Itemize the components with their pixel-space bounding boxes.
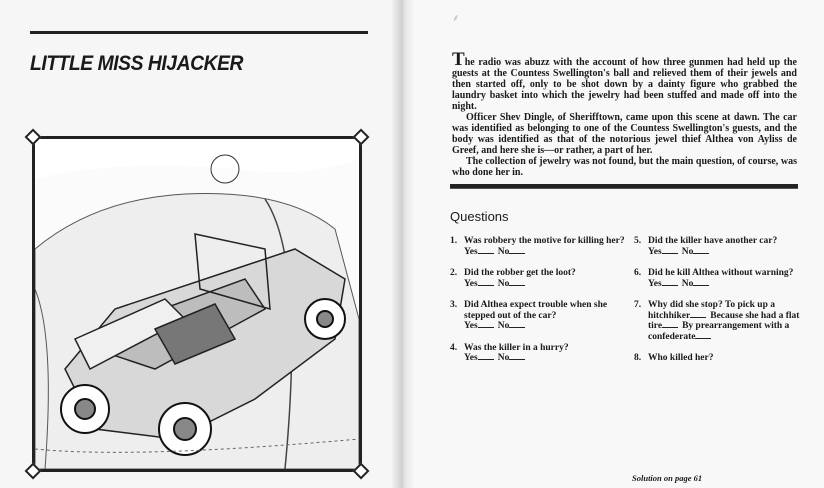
illustration-frame xyxy=(32,136,362,472)
question-item xyxy=(450,268,625,289)
no-blank[interactable] xyxy=(693,253,709,254)
scan-mark-icon: ⸙ xyxy=(452,13,460,24)
story-text xyxy=(452,49,797,178)
story-paragraph: The collection of jewelry was not found, but the main question, of course, was who done her in. xyxy=(452,156,797,178)
no-label: No xyxy=(681,278,694,289)
no-label: No xyxy=(681,246,694,257)
question-text: Was the killer in a hurry? xyxy=(464,342,569,353)
yes-blank[interactable] xyxy=(478,285,494,286)
questions-column-right xyxy=(634,236,809,375)
no-blank[interactable] xyxy=(509,285,525,286)
paragraph-text: he radio was abuzz with the account of how three gunmen had held up the guests at the Countess Swellington's ball and relieved them of their jewels and then started off, only to be shot down by a dainty figure who grabbed the laundry basket into which the jewelry had been stuffed and made off into the night. xyxy=(452,57,797,112)
option-blank[interactable] xyxy=(695,338,711,339)
question-number: 4. xyxy=(450,342,458,353)
no-blank[interactable] xyxy=(509,359,525,360)
no-blank[interactable] xyxy=(693,285,709,286)
question-text: Did the killer have another car? xyxy=(648,236,778,246)
solution-note: Solution on page 61 xyxy=(632,473,703,483)
question-text: Did Althea expect trouble when she stepped out of the car? xyxy=(464,300,608,321)
question-item xyxy=(634,300,809,342)
page-title: LITTLE MISS HIJACKER xyxy=(30,52,243,75)
no-blank[interactable] xyxy=(509,327,525,328)
no-label: No xyxy=(497,278,510,289)
yes-label: Yes xyxy=(464,321,478,331)
no-label: No xyxy=(497,321,510,331)
question-item xyxy=(450,343,625,364)
questions-heading: Questions xyxy=(450,209,509,224)
story-paragraph xyxy=(452,49,797,112)
question-number: 2. xyxy=(450,268,458,278)
yes-blank[interactable] xyxy=(662,285,678,286)
vintage-car-illustration xyxy=(35,139,359,469)
question-number: 3. xyxy=(450,300,458,310)
no-blank[interactable] xyxy=(509,253,525,254)
question-number: 6. xyxy=(634,268,642,278)
question-number: 5. xyxy=(634,236,642,246)
no-label: No xyxy=(497,246,510,257)
option-confederate: By prearrangement with a confederate xyxy=(648,321,790,342)
question-item xyxy=(450,300,625,332)
question-number: 8. xyxy=(634,353,642,363)
yes-label: Yes xyxy=(464,353,478,363)
yes-blank[interactable] xyxy=(478,327,494,328)
option-flat-tire: Because she had a flat tire xyxy=(648,310,800,331)
yes-blank[interactable] xyxy=(662,253,678,254)
option-hitchhiker: hitchhiker xyxy=(648,310,691,321)
question-text: Who killed her? xyxy=(648,353,714,363)
yes-blank[interactable] xyxy=(478,253,494,254)
question-item xyxy=(450,236,625,257)
yes-blank[interactable] xyxy=(478,359,494,360)
section-rule xyxy=(450,184,798,189)
yes-label: Yes xyxy=(464,278,478,289)
question-item xyxy=(634,236,809,257)
top-rule xyxy=(30,31,368,34)
book-gutter xyxy=(392,0,414,488)
question-text: Did the robber get the loot? xyxy=(464,268,576,278)
question-number: 7. xyxy=(634,300,642,310)
question-item xyxy=(634,353,809,364)
yes-label: Yes xyxy=(648,246,662,257)
drop-cap: T xyxy=(452,49,465,70)
question-text: Did he kill Althea without warning? xyxy=(648,268,794,278)
story-paragraph: Officer Shev Dingle, of Sherifftown, came upon this scene at dawn. The car was identified as belonging to one of the Countess Swellington's guests, and the body was identified as that of the notorious jewel thief Althea von Ayliss de Greef, and here she is—or rather, a part of her. xyxy=(452,112,797,156)
option-blank[interactable] xyxy=(662,327,678,328)
question-text: Why did she stop? To pick up a xyxy=(648,300,775,310)
questions-column-left xyxy=(450,236,625,375)
yes-label: Yes xyxy=(464,246,478,257)
option-blank[interactable] xyxy=(690,317,706,318)
question-item xyxy=(634,268,809,289)
no-label: No xyxy=(497,353,510,363)
yes-label: Yes xyxy=(648,278,662,289)
question-text: Was robbery the motive for killing her? xyxy=(464,236,625,246)
question-number: 1. xyxy=(450,236,458,246)
left-page xyxy=(0,0,400,488)
